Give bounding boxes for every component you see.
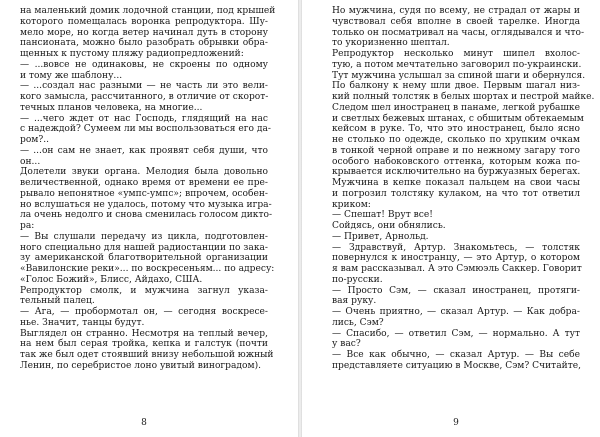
text-line: — Все как обычно, — сказал Артур. — Вы себе [332, 350, 580, 360]
text-line: нье. Значит, танцы будут. [20, 317, 145, 328]
text-line: — ...создал нас разными — не часть ли это вели- [20, 81, 268, 92]
right-page-number: 9 [453, 418, 459, 428]
text-line: — Привет, Арнольд. [332, 231, 429, 242]
text-line: рывало непонятное «умпс-умпс»; впрочем, особен- [20, 188, 268, 199]
text-line: — Очень приятно, — сказал Артур. — Как добра- [332, 307, 580, 317]
text-line: «Голос Божий», Блисс, Айдахо, США. [20, 274, 203, 285]
text-line: — ...чего ждет от нас Господь, глядящий на нас [20, 113, 268, 124]
text-line: представляете ситуацию в Москве, Сэм? Считайте, [332, 360, 581, 371]
text-line: величественной, однако время от времени ее пре- [20, 178, 268, 188]
text-line: с надеждой? Сумеем ли мы воспользоваться его да- [20, 124, 271, 135]
text-line: в тонкой черной оправе и по нежному загару того [332, 145, 580, 156]
text-line: — Ага, — пробормотал он, — сегодня воскресе- [20, 307, 268, 317]
text-line: на маленький домик лодочной станции, под крышей [20, 6, 276, 16]
text-line: и погрозил толстяку кулаком, на что тот ответил [332, 188, 580, 199]
text-line: Мужчина в кепке показал пальцем на свои часы [332, 178, 580, 188]
text-line: — Спасибо, — ответил Сэм, — нормально. А тут [332, 328, 580, 339]
text-line: Следом шел иностранец в панаме, легкой рубашке [332, 102, 580, 113]
text-line: — Здравствуй, Артур. Знакомьтесь, — толстяк [332, 242, 580, 253]
text-line: повернулся к иностранцу, — это Артур, о котором [332, 253, 580, 264]
text-line: течных планов человека, на многие... [20, 102, 203, 113]
text-line: Выглядел он странно. Несмотря на теплый вечер, [20, 328, 268, 339]
text-line: Но мужчина, судя по всему, не страдал от жары и [332, 6, 580, 16]
text-line: Долетели звуки органа. Мелодия была довольно [20, 167, 268, 178]
text-line: кий полный толстяк в белых шортах и пестрой майке. [332, 92, 595, 102]
text-line: криком: [332, 199, 371, 210]
text-line: тую, а потом мечтательно заговорил по-украински. [332, 59, 582, 70]
text-line: кейсом в руке. То, что это иностранец, было ясно [332, 124, 580, 135]
text-line: — Спешат! Врут все! [332, 210, 433, 221]
text-line: особого набоковского оттенка, которым кожа по- [332, 156, 580, 167]
text-line: зу американской благотворительной организации [20, 253, 268, 264]
text-line: он... [20, 156, 41, 167]
text-line: — ...вовсе не одинаковы, не скроены по одному [20, 59, 268, 70]
text-line: ного специально для нашей радиостанции по зака- [20, 242, 268, 253]
text-line: ра: [20, 221, 35, 231]
text-line: По балкону к нему шли двое. Первым шагал низ- [332, 81, 580, 92]
text-line: на нем был серая тройка, кепка и галстук (почти [20, 339, 268, 350]
text-line: «Вавилонские реки»... по воскресеньям... по адресу: [20, 264, 275, 274]
right-page [302, 0, 600, 437]
text-line: мело море, но когда ветер начинал дуть в сторону [20, 27, 268, 38]
text-line: вая руку. [332, 296, 377, 307]
text-line: крывается исключительно на буржуазных берегах. [332, 167, 581, 178]
text-line: пансионата, можно было разобрать обрывки обра- [20, 38, 268, 49]
text-line: у вас? [332, 339, 361, 350]
text-line: Репродуктор смолк, и мужчина загнул указа- [20, 285, 268, 296]
text-line: тельный палец. [20, 296, 95, 307]
text-line: чувствовал себя вполне в своей тарелке. Иногда [332, 16, 580, 27]
text-line: и светлых бежевых штанах, с обшитым обтекаемым [332, 113, 584, 124]
text-line: по-русски. [332, 274, 383, 285]
text-line: Ленин, по серебристое лоно увитый виноградом). [20, 360, 262, 371]
text-line: — Вы слушали передачу из цикла, подготовлен- [20, 231, 268, 242]
text-line: ром?.. [20, 135, 50, 145]
text-line: щенных к пустому пляжу радиопредложений: [20, 49, 244, 59]
text-line: ла очень недолго и снова сменилась голосом дикто- [20, 210, 273, 221]
text-line: только он посматривал на часы, оглядывался и что- [332, 27, 585, 38]
text-line: и тому же шаблону... [20, 70, 123, 81]
text-line: не столько по одежде, сколько по хрупким очкам [332, 135, 580, 145]
text-line: Репродуктор несколько минут шипел вхолос- [332, 49, 580, 59]
text-line: — ...он сам не знает, как проявят себя души, что [20, 145, 268, 156]
text-line: лись, Сэм? [332, 317, 384, 328]
left-page-number: 8 [141, 418, 147, 428]
text-line: так же был одет стоявший внизу небольшой южный [20, 350, 274, 360]
text-line: то укоризненно шептал. [332, 38, 450, 49]
text-line: Тут мужчина услышал за спиной шаги и обернулся. [332, 70, 586, 81]
left-page-text [20, 6, 276, 372]
text-line: я вам рассказывал. А это Сэмюэль Саккер. Говорит [332, 264, 582, 274]
text-line: но вслушаться не удалось, потому что музыка игра- [20, 199, 272, 210]
right-page-text [332, 6, 595, 372]
left-page [0, 0, 298, 437]
text-line: — Просто Сэм, — сказал иностранец, протяги- [332, 285, 580, 296]
text-line: Сойдясь, они обнялись. [332, 221, 446, 231]
text-line: кого замысла, рассчитанного, в отличие от скорот- [20, 92, 269, 102]
text-line: которого помещалась воронка репродуктора. Шу- [20, 16, 268, 27]
